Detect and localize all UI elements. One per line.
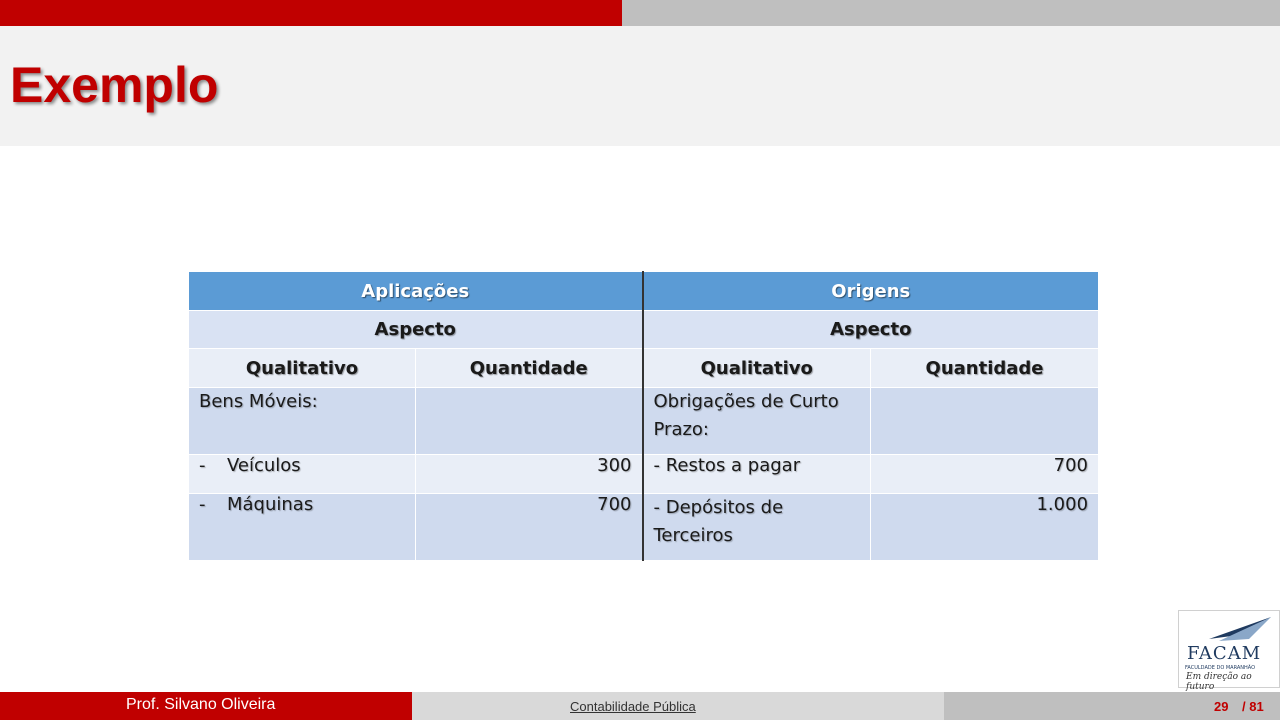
- aspect-right: Aspecto: [643, 311, 1099, 349]
- cell-orig-label: Obrigações de Curto Prazo:: [643, 388, 871, 455]
- footer-author: Prof. Silvano Oliveira: [126, 696, 276, 713]
- bullet-dash: -: [199, 455, 206, 476]
- col-qualitativo-app: Qualitativo: [189, 349, 416, 388]
- footer-bar-gray: [944, 692, 1280, 720]
- header-aplicacoes: Aplicações: [189, 272, 643, 311]
- table-row: [189, 388, 1099, 455]
- logo-subtitle: FACULDADE DO MARANHÃO: [1185, 665, 1256, 671]
- cell-app-label-text: Máquinas: [227, 494, 314, 515]
- cell-orig-value: 1.000: [871, 494, 1099, 561]
- balance-table: [188, 271, 1099, 561]
- column-header-row: [189, 349, 1099, 388]
- aspect-left: Aspecto: [189, 311, 643, 349]
- col-qualitativo-orig: Qualitativo: [643, 349, 871, 388]
- cell-app-value: 700: [416, 494, 643, 561]
- bullet-dash: -: [199, 494, 206, 515]
- top-accent-bar-gray: [622, 0, 1280, 26]
- cell-orig-value: [871, 388, 1099, 455]
- cell-app-label: Bens Móveis:: [189, 388, 416, 455]
- cell-app-value: [416, 388, 643, 455]
- cell-app-label-text: Veículos: [227, 455, 301, 476]
- logo-name: FACAM: [1187, 643, 1262, 664]
- cell-orig-label: - Restos a pagar: [643, 455, 871, 494]
- aspect-row: [189, 311, 1099, 349]
- logo-tagline: Em direção ao futuro: [1186, 672, 1252, 692]
- footer-page-total: / 81: [1242, 699, 1264, 714]
- cell-orig-value: 700: [871, 455, 1099, 494]
- top-accent-bar-red: [0, 0, 622, 26]
- slide-title: Exemplo: [10, 57, 219, 113]
- table-row: [189, 455, 1099, 494]
- footer-page-number: 29: [1214, 699, 1229, 714]
- header-origens: Origens: [643, 272, 1099, 311]
- footer-course-link[interactable]: Contabilidade Pública: [570, 699, 696, 714]
- col-quantidade-app: Quantidade: [416, 349, 643, 388]
- cell-app-label: [189, 455, 416, 494]
- cell-app-label: [189, 494, 416, 561]
- col-quantidade-orig: Quantidade: [871, 349, 1099, 388]
- table-row: [189, 494, 1099, 561]
- cell-app-value: 300: [416, 455, 643, 494]
- logo-wing-icon: [1179, 611, 1279, 647]
- cell-orig-label: - Depósitos de Terceiros: [643, 494, 871, 561]
- table-header-row: [189, 272, 1099, 311]
